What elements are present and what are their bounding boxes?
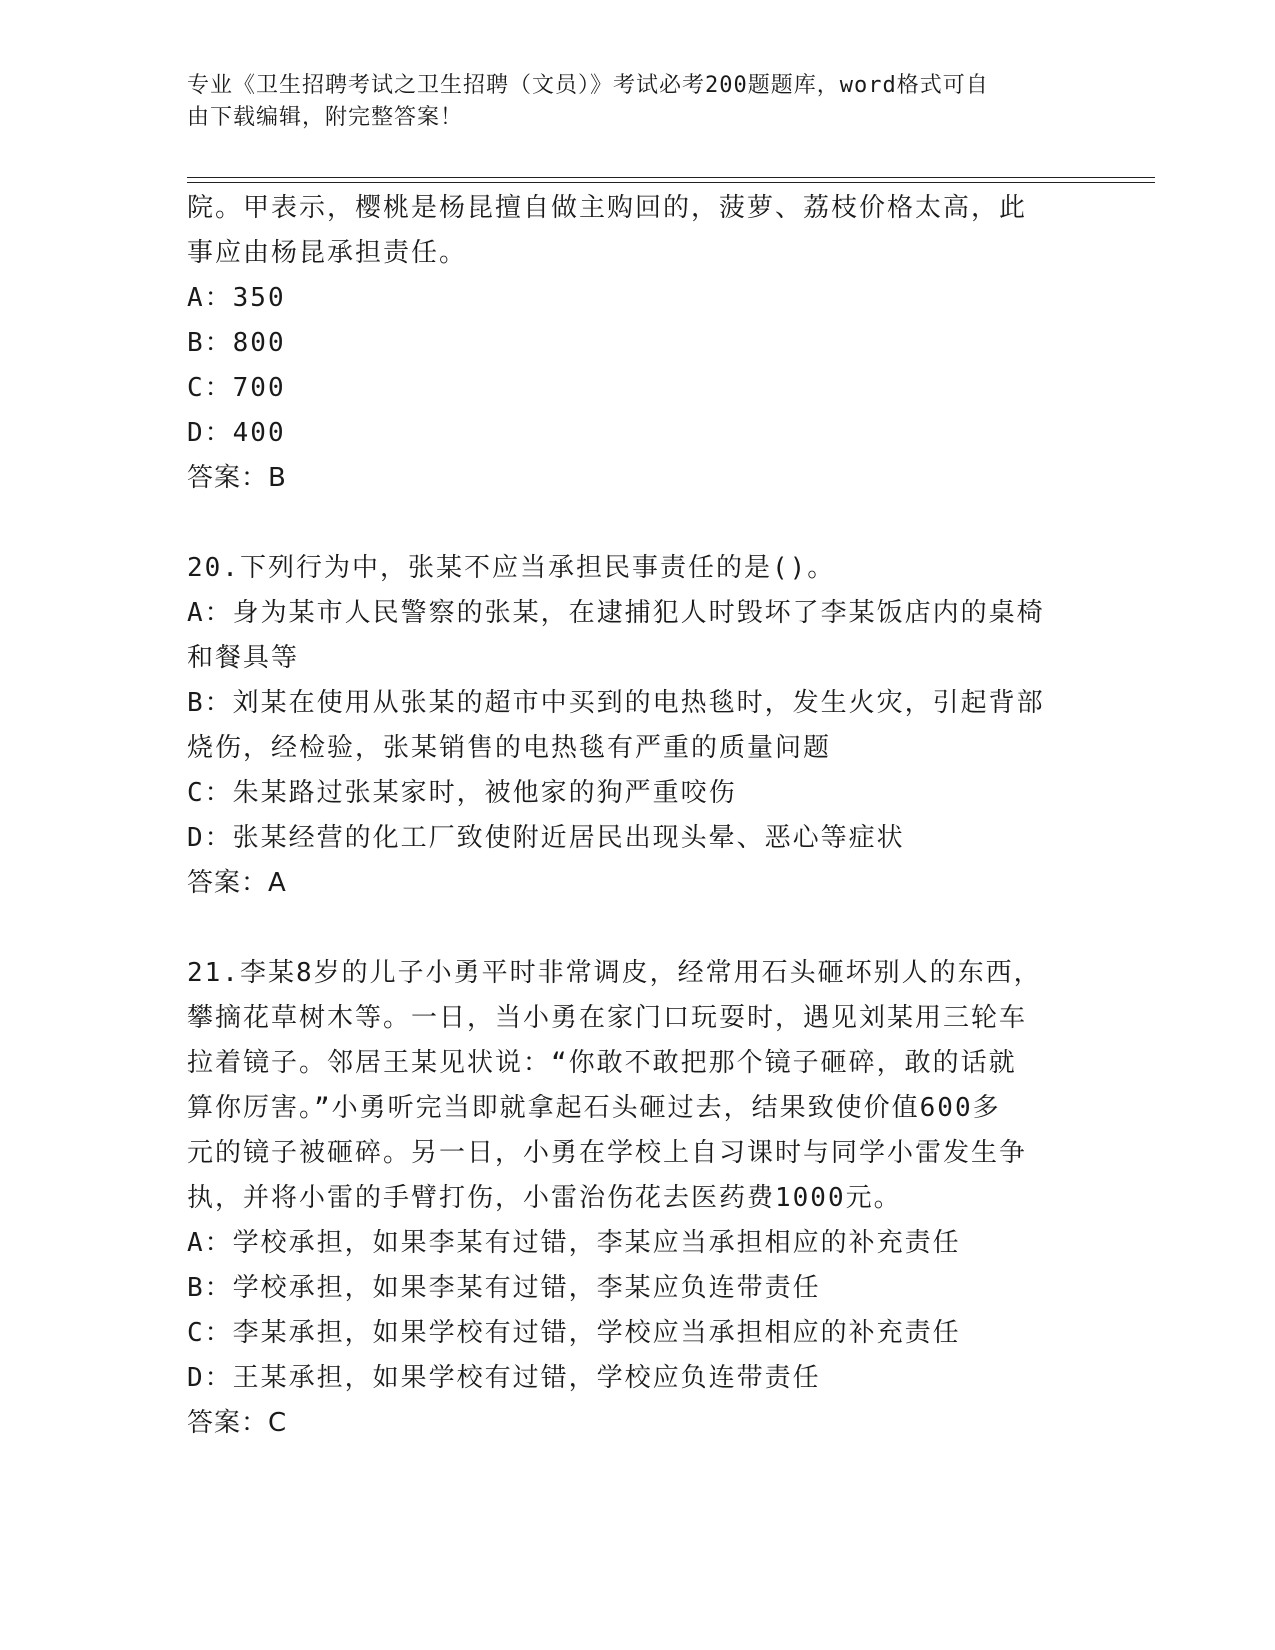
question-stem-line: 20.下列行为中，张某不应当承担民事责任的是()。	[187, 553, 836, 583]
option-d: D：张某经营的化工厂致使附近居民出现头晕、恶心等症状	[187, 823, 905, 853]
option-d: D：王某承担，如果学校有过错，学校应负连带责任	[187, 1363, 821, 1393]
spacer	[187, 501, 1087, 546]
header-line-1: 专业《卫生招聘考试之卫生招聘（文员）》考试必考200题题库，word格式可自	[187, 73, 989, 98]
option-d: D：400	[187, 418, 286, 448]
question-stem-line: 攀摘花草树木等。一日，当小勇在家门口玩耍时，遇见刘某用三轮车	[187, 1003, 1028, 1033]
header-divider-bottom	[187, 182, 1155, 183]
question-21	[187, 951, 1087, 1446]
question-stem-line: 院。甲表示，樱桃是杨昆擅自做主购回的，菠萝、荔枝价格太高，此	[187, 193, 1028, 223]
question-content	[187, 186, 1087, 1446]
option-c: C：李某承担，如果学校有过错，学校应当承担相应的补充责任	[187, 1318, 961, 1348]
option-a: A：学校承担，如果李某有过错，李某应当承担相应的补充责任	[187, 1228, 961, 1258]
option-a-continued: 和餐具等	[187, 643, 300, 673]
option-a: A：350	[187, 283, 286, 313]
option-b: B：刘某在使用从张某的超市中买到的电热毯时，发生火灾，引起背部	[187, 688, 1045, 718]
question-19	[187, 186, 1087, 501]
option-c: C：朱某路过张某家时，被他家的狗严重咬伤	[187, 778, 737, 808]
question-stem-line: 执，并将小雷的手臂打伤，小雷治伤花去医药费1000元。	[187, 1183, 902, 1213]
question-20	[187, 546, 1087, 906]
header-line-2: 由下载编辑，附完整答案！	[187, 105, 464, 130]
header-divider-top	[187, 177, 1155, 178]
question-stem-line: 事应由杨昆承担责任。	[187, 238, 468, 268]
document-header	[187, 70, 1067, 134]
question-stem-line: 拉着镜子。邻居王某见状说：“你敢不敢把那个镜子砸碎，敢的话就	[187, 1048, 1017, 1078]
question-stem-line: 元的镜子被砸碎。另一日，小勇在学校上自习课时与同学小雷发生争	[187, 1138, 1028, 1168]
spacer	[187, 906, 1087, 951]
question-stem-line: 21.李某8岁的儿子小勇平时非常调皮，经常用石头砸坏别人的东西，	[187, 958, 1042, 988]
answer-label: 答案：C	[187, 1408, 288, 1438]
option-b-continued: 烧伤，经检验，张某销售的电热毯有严重的质量问题	[187, 733, 832, 763]
option-a: A：身为某市人民警察的张某，在逮捕犯人时毁坏了李某饭店内的桌椅	[187, 598, 1045, 628]
option-b: B：800	[187, 328, 286, 358]
answer-label: 答案：A	[187, 868, 287, 898]
question-stem-line: 算你厉害。”小勇听完当即就拿起石头砸过去，结果致使价值600多	[187, 1093, 1001, 1123]
option-b: B：学校承担，如果李某有过错，李某应负连带责任	[187, 1273, 821, 1303]
option-c: C：700	[187, 373, 286, 403]
answer-label: 答案：B	[187, 463, 287, 493]
